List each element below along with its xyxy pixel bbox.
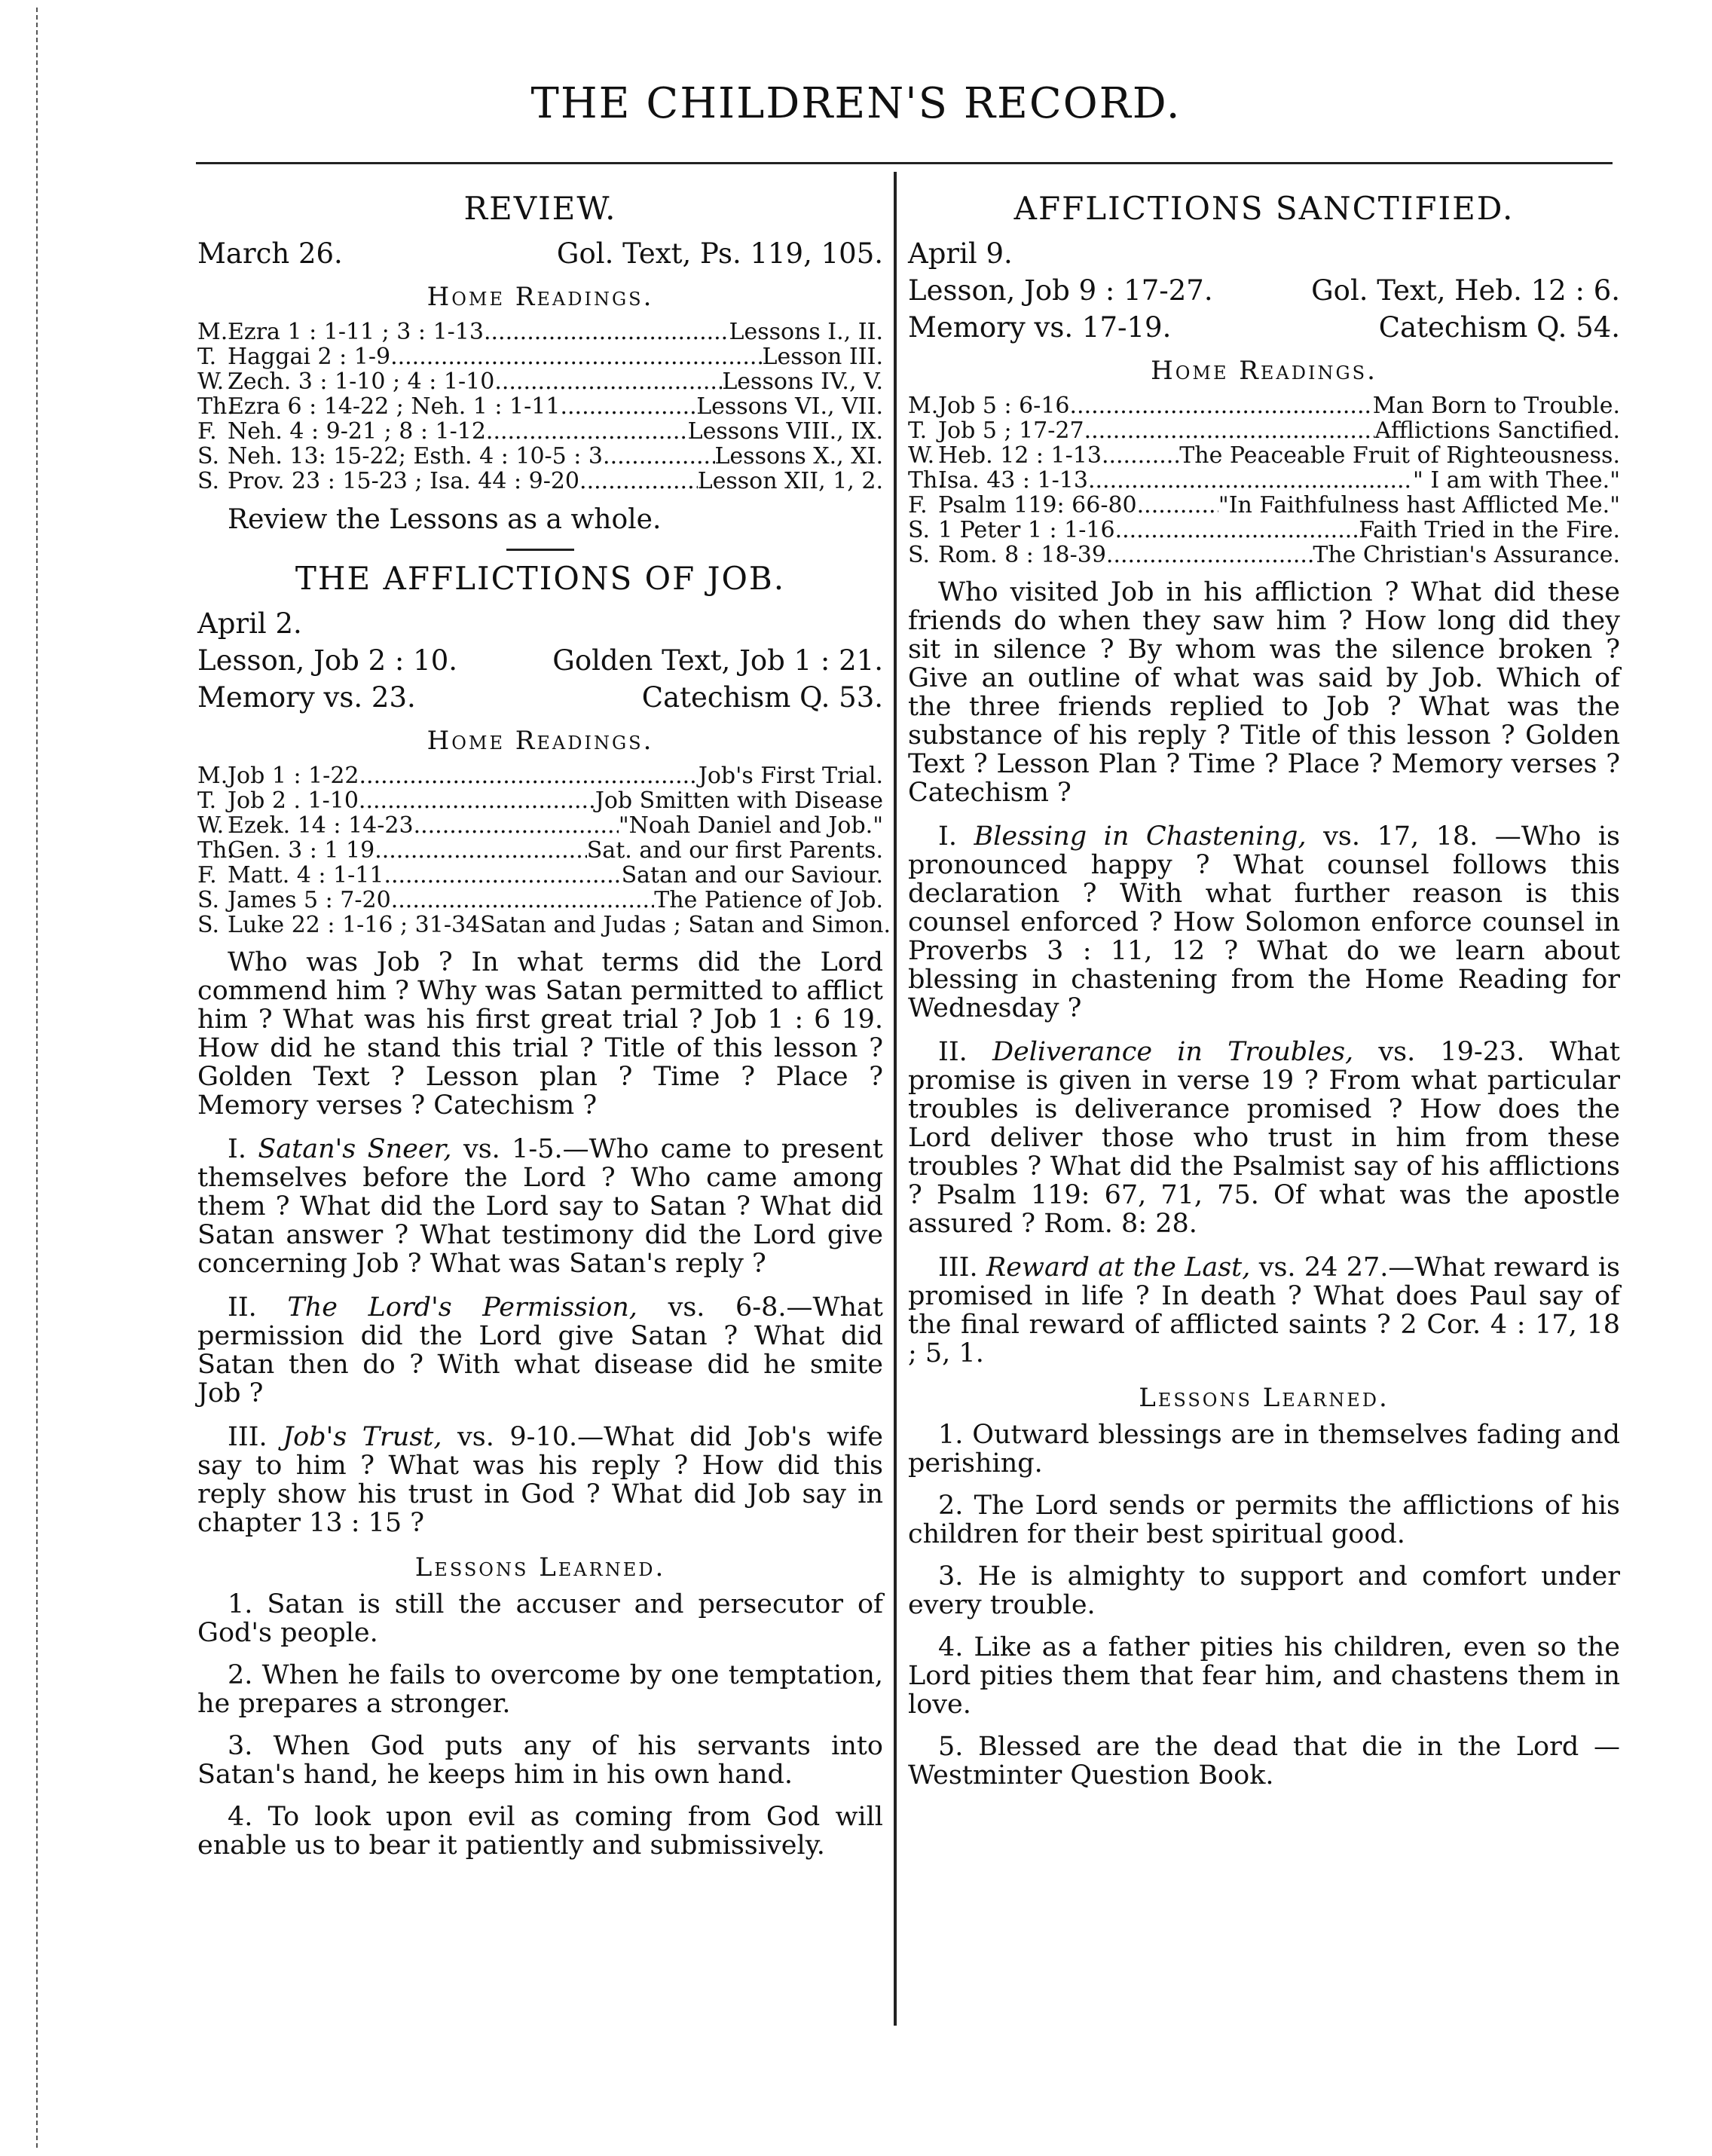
job-memory: Memory vs. 23.: [197, 681, 416, 714]
lesson-learned: 4. To look upon evil as coming from God will enable us to bear it patiently and submissively.: [197, 1802, 883, 1861]
reading-reference: Ezra 6 : 14-22 ; Neh. 1 : 1-11: [228, 393, 561, 420]
reading-reference: Job 5 : 6-16: [938, 393, 1070, 419]
reading-reference: Isa. 43 : 1-13: [938, 467, 1088, 494]
reading-row: [197, 788, 883, 813]
reading-leader: [1115, 518, 1359, 543]
reading-leader: [1088, 468, 1413, 493]
question-point: [197, 1135, 883, 1278]
job-memory-row: [197, 681, 883, 714]
question-point: [197, 1293, 883, 1408]
reading-row: [908, 443, 1620, 468]
reading-row: [197, 369, 883, 394]
reading-row: [197, 419, 883, 444]
review-readings: [197, 320, 883, 494]
page-title: THE CHILDREN'S RECORD.: [530, 79, 1182, 128]
reading-day: W.: [197, 812, 225, 839]
reading-day: Th.: [197, 393, 234, 420]
reading-day: W.: [197, 369, 225, 395]
reading-reference: Luke 22 : 1-16 ; 31-34: [228, 912, 481, 938]
reading-row: [908, 543, 1620, 567]
left-column: [197, 181, 891, 1873]
sanctified-catechism: Catechism Q. 54.: [1378, 311, 1620, 344]
reading-row: [197, 912, 891, 938]
point-text: vs. 9-10.—What did Job's wife say to him ? What was his reply ? How did this reply show his trust in God ? What did Job say in chapter 13 : 15 ?: [197, 1422, 883, 1538]
question-point: [908, 822, 1620, 1023]
reading-day: S.: [197, 887, 220, 913]
reading-leader: [414, 813, 619, 838]
reading-day: Th.: [908, 467, 945, 494]
reading-reference: Ezek. 14 : 14-23: [228, 812, 414, 839]
sanctified-lesson: Lesson, Job 9 : 17-27.: [908, 274, 1213, 307]
reading-reference: Job 5 ; 17-27: [938, 417, 1084, 444]
reading-reference: Psalm 119: 66-80: [938, 492, 1137, 518]
reading-reference: James 5 : 7-20: [228, 887, 391, 913]
sanctified-lesson-row: [908, 274, 1620, 307]
reading-reference: Ezra 1 : 1-11 ; 3 : 1-13: [228, 319, 484, 345]
reading-title: Sat. and our first Parents.: [586, 837, 883, 864]
review-date: March 26.: [197, 237, 343, 270]
reading-leader: [391, 888, 655, 913]
sanctified-title: AFFLICTIONS SANCTIFIED.: [1013, 190, 1515, 227]
reading-day: F.: [908, 492, 928, 518]
point-number: I.: [938, 821, 957, 852]
sanctified-readings: [908, 393, 1620, 567]
reading-title: Lessons I., II.: [729, 319, 883, 345]
point-heading: Job's Trust,: [283, 1422, 442, 1452]
reading-leader: [603, 444, 714, 469]
reading-reference: Neh. 13: 15-22; Esth. 4 : 10-5 : 3: [228, 443, 604, 469]
lesson-learned: 3. He is almighty to support and comfort under every trouble.: [908, 1561, 1620, 1620]
point-text: vs. 17, 18. —Who is pronounced happy ? What counsel follows this declaration ? With what further reason is this counsel enforced ? How Solomon enforce counsel in Proverbs 3 : 11, 12 ? What do we learn about blessing in chastening from the Home Reading for Wednesday ?: [908, 821, 1620, 1023]
point-number: III.: [938, 1252, 978, 1283]
review-closing: Review the Lessons as a whole.: [228, 504, 662, 535]
reading-day: M.: [908, 393, 939, 419]
reading-day: S.: [197, 468, 220, 494]
reading-reference: Neh. 4 : 9-21 ; 8 : 1-12: [228, 418, 486, 445]
sanctified-intro: Who visited Job in his affliction ? What did these friends do when they saw him ? How long did they sit in silence ? By whom was the silence broken ? Give an outline of what was said by Job. Which of the three friends replied to Job ? What was the substance of his reply ? Title of this lesson ? Golden Text ? Lesson Plan ? Time ? Place ? Memory verses ? Catechism ?: [908, 577, 1620, 808]
reading-day: S.: [908, 517, 931, 543]
reading-title: Satan and Judas ; Satan and Simon.: [480, 912, 891, 938]
sanctified-date-row: [908, 237, 1620, 270]
job-lessons: [197, 1590, 883, 1860]
sanctified-memory: Memory vs. 17-19.: [908, 311, 1172, 344]
job-intro: Who was Job ? In what terms did the Lord commend him ? Why was Satan permitted to afflict him ? What was his first great trial ? Job 1 : 6 19. How did he stand this trial ? Title of this lesson ? Golden Text ? Lesson plan ? Time ? Place ? Memory verses ? Catechism ?: [197, 947, 883, 1121]
reading-day: M.: [197, 319, 228, 345]
reading-row: [908, 393, 1620, 418]
sanctified-golden-text: Gol. Text, Heb. 12 : 6.: [1311, 274, 1620, 307]
column-divider: [894, 172, 897, 2026]
lesson-learned: 5. Blessed are the dead that die in the Lord —Westminter Question Book.: [908, 1732, 1620, 1791]
job-golden-text: Golden Text, Job 1 : 21.: [552, 644, 883, 677]
reading-leader: [486, 419, 688, 444]
reading-title: Satan and our Saviour.: [621, 862, 883, 888]
reading-title: Lessons IV., V.: [722, 369, 883, 395]
reading-title: "In Faithfulness hast Afflicted Me.": [1218, 492, 1620, 518]
point-heading: Reward at the Last,: [986, 1252, 1251, 1283]
reading-title: Faith Tried in the Fire.: [1359, 517, 1620, 543]
reading-leader: [494, 369, 722, 394]
review-title: REVIEW.: [463, 190, 617, 227]
header-rule: [196, 162, 1613, 164]
reading-reference: Gen. 3 : 1 19: [228, 837, 375, 864]
point-number: I.: [228, 1134, 246, 1164]
lesson-learned: 1. Satan is still the accuser and persecutor of God's people.: [197, 1589, 883, 1648]
point-heading: Deliverance in Troubles,: [992, 1037, 1354, 1067]
reading-leader: [1084, 418, 1375, 443]
reading-day: T.: [908, 417, 928, 444]
reading-row: [197, 320, 883, 344]
job-date-row: [197, 607, 883, 640]
reading-reference: 1 Peter 1 : 1-16: [938, 517, 1115, 543]
point-number: III.: [228, 1422, 268, 1452]
lesson-learned: 2. When he fails to overcome by one temptation, he prepares a stronger.: [197, 1660, 883, 1719]
reading-reference: Haggai 2 : 1-9: [228, 344, 391, 370]
reading-leader: [560, 394, 696, 419]
sanctified-lessons-heading: Lessons Learned.: [1139, 1383, 1389, 1413]
job-lessons-heading: Lessons Learned.: [414, 1552, 666, 1583]
reading-reference: Job 1 : 1-22: [228, 763, 359, 789]
sanctified-date: April 9.: [908, 237, 1013, 270]
section-separator: [506, 549, 574, 551]
reading-day: S.: [908, 542, 931, 568]
point-text: vs. 1-5.—Who came to present themselves before the Lord ? Who came among them ? What did the Lord say to Satan ? What did Satan answer ? What testimony did the Lord give concerning Job ? What was Satan's reply ?: [197, 1134, 883, 1279]
lesson-learned: 4. Like as a father pities his children, even so the Lord pities them that fear him, and chastens them in love.: [908, 1632, 1620, 1720]
reading-leader: [1106, 543, 1313, 567]
point-text: vs. 6-8.—What permission did the Lord give Satan ? What did Satan then do ? With what disease did he smite Job ?: [197, 1292, 883, 1408]
sanctified-home-readings-heading: Home Readings.: [1151, 356, 1377, 386]
point-number: II.: [938, 1037, 968, 1067]
reading-leader: [579, 469, 698, 494]
reading-leader: [1070, 393, 1373, 418]
reading-row: [197, 813, 883, 838]
reading-leader: [484, 320, 729, 344]
question-point: [908, 1253, 1620, 1368]
point-text: vs. 19-23. What promise is given in verse 19 ? From what particular troubles is deliverance promised ? How does the Lord deliver those who trust in him from these troubles ? What did the Psalmist say of his afflictions ? Psalm 119: 67, 71, 75. Of what was the apostle assured ? Rom. 8: 28.: [908, 1037, 1620, 1239]
reading-title: Afflictions Sanctified.: [1374, 417, 1620, 444]
reading-reference: Rom. 8 : 18-39: [938, 542, 1106, 568]
review-meta: [197, 237, 883, 270]
reading-title: Lesson XII, 1, 2.: [697, 468, 883, 494]
lesson-learned: 1. Outward blessings are in themselves fading and perishing.: [908, 1420, 1620, 1479]
point-heading: Satan's Sneer,: [258, 1134, 452, 1164]
job-home-readings-heading: Home Readings.: [426, 726, 654, 756]
reading-row: [908, 418, 1620, 443]
reading-row: [197, 344, 883, 369]
reading-leader: [374, 838, 587, 863]
reading-reference: Matt. 4 : 1-11: [228, 862, 384, 888]
reading-day: Th.: [197, 837, 234, 864]
review-golden-text: Gol. Text, Ps. 119, 105.: [556, 237, 883, 270]
reading-title: Man Born to Trouble.: [1372, 393, 1620, 419]
point-heading: Blessing in Chastening,: [974, 821, 1307, 852]
job-title: THE AFFLICTIONS OF JOB.: [295, 560, 786, 597]
reading-title: The Christian's Assurance.: [1313, 542, 1620, 568]
job-catechism: Catechism Q. 53.: [641, 681, 883, 714]
sanctified-points: [908, 822, 1620, 1368]
reading-title: The Patience of Job.: [654, 887, 883, 913]
point-text: vs. 24 27.—What reward is promised in life ? In death ? What does Paul say of the final reward of afflicted saints ? 2 Cor. 4 : 17, 18 ; 5, 1.: [908, 1252, 1620, 1369]
reading-title: " I am with Thee.": [1413, 467, 1620, 494]
point-heading: The Lord's Permission,: [287, 1292, 637, 1323]
reading-leader: [359, 788, 595, 813]
reading-reference: Heb. 12 : 1-13: [938, 442, 1102, 469]
lesson-learned: 2. The Lord sends or permits the afflictions of his children for their best spiritual good.: [908, 1491, 1620, 1549]
question-point: [908, 1038, 1620, 1238]
job-lesson: Lesson, Job 2 : 10.: [197, 644, 457, 677]
scan-edge-mark: [36, 8, 38, 2148]
reading-row: [197, 394, 883, 419]
reading-row: [908, 518, 1620, 543]
job-readings: [197, 763, 891, 938]
sanctified-lessons: [908, 1421, 1620, 1790]
reading-title: Lessons VI., VII.: [696, 393, 883, 420]
reading-row: [197, 469, 883, 494]
reading-leader: [359, 763, 699, 788]
reading-reference: Job 2 . 1-10: [228, 787, 359, 814]
reading-leader: [384, 863, 621, 888]
lesson-learned: 3. When God puts any of his servants into Satan's hand, he keeps him in his own hand.: [197, 1731, 883, 1790]
reading-day: M.: [197, 763, 228, 789]
sanctified-memory-row: [908, 311, 1620, 344]
reading-leader: [390, 344, 762, 369]
reading-title: Lesson III.: [762, 344, 883, 370]
reading-row: [908, 468, 1620, 493]
reading-title: "Noah Daniel and Job.": [618, 812, 883, 839]
reading-row: [197, 863, 883, 888]
job-points: [197, 1135, 883, 1537]
reading-leader: [1102, 443, 1179, 468]
reading-reference: Zech. 3 : 1-10 ; 4 : 1-10: [228, 369, 495, 395]
reading-day: F.: [197, 418, 217, 445]
reading-title: Job Smitten with Disease: [595, 787, 883, 814]
reading-day: F.: [197, 862, 217, 888]
reading-row: [197, 763, 883, 788]
job-date: April 2.: [197, 607, 302, 640]
reading-day: S.: [197, 443, 220, 469]
reading-row: [197, 444, 883, 469]
reading-reference: Prov. 23 : 15-23 ; Isa. 44 : 9-20: [228, 468, 580, 494]
reading-title: Lessons X., XI.: [714, 443, 883, 469]
point-number: II.: [228, 1292, 257, 1323]
reading-title: Job's First Trial.: [698, 763, 883, 789]
review-home-readings-heading: Home Readings.: [426, 282, 654, 312]
reading-day: W.: [908, 442, 935, 469]
reading-day: T.: [197, 787, 217, 814]
reading-title: The Peaceable Fruit of Righteousness.: [1179, 442, 1620, 469]
reading-title: Lessons VIII., IX.: [687, 418, 883, 445]
reading-day: S.: [197, 912, 220, 938]
reading-row: [197, 838, 883, 863]
reading-leader: [1137, 493, 1218, 518]
reading-row: [908, 493, 1620, 518]
reading-row: [197, 888, 883, 913]
question-point: [197, 1423, 883, 1537]
right-column: [908, 181, 1620, 1803]
reading-day: T.: [197, 344, 217, 370]
job-lesson-row: [197, 644, 883, 677]
